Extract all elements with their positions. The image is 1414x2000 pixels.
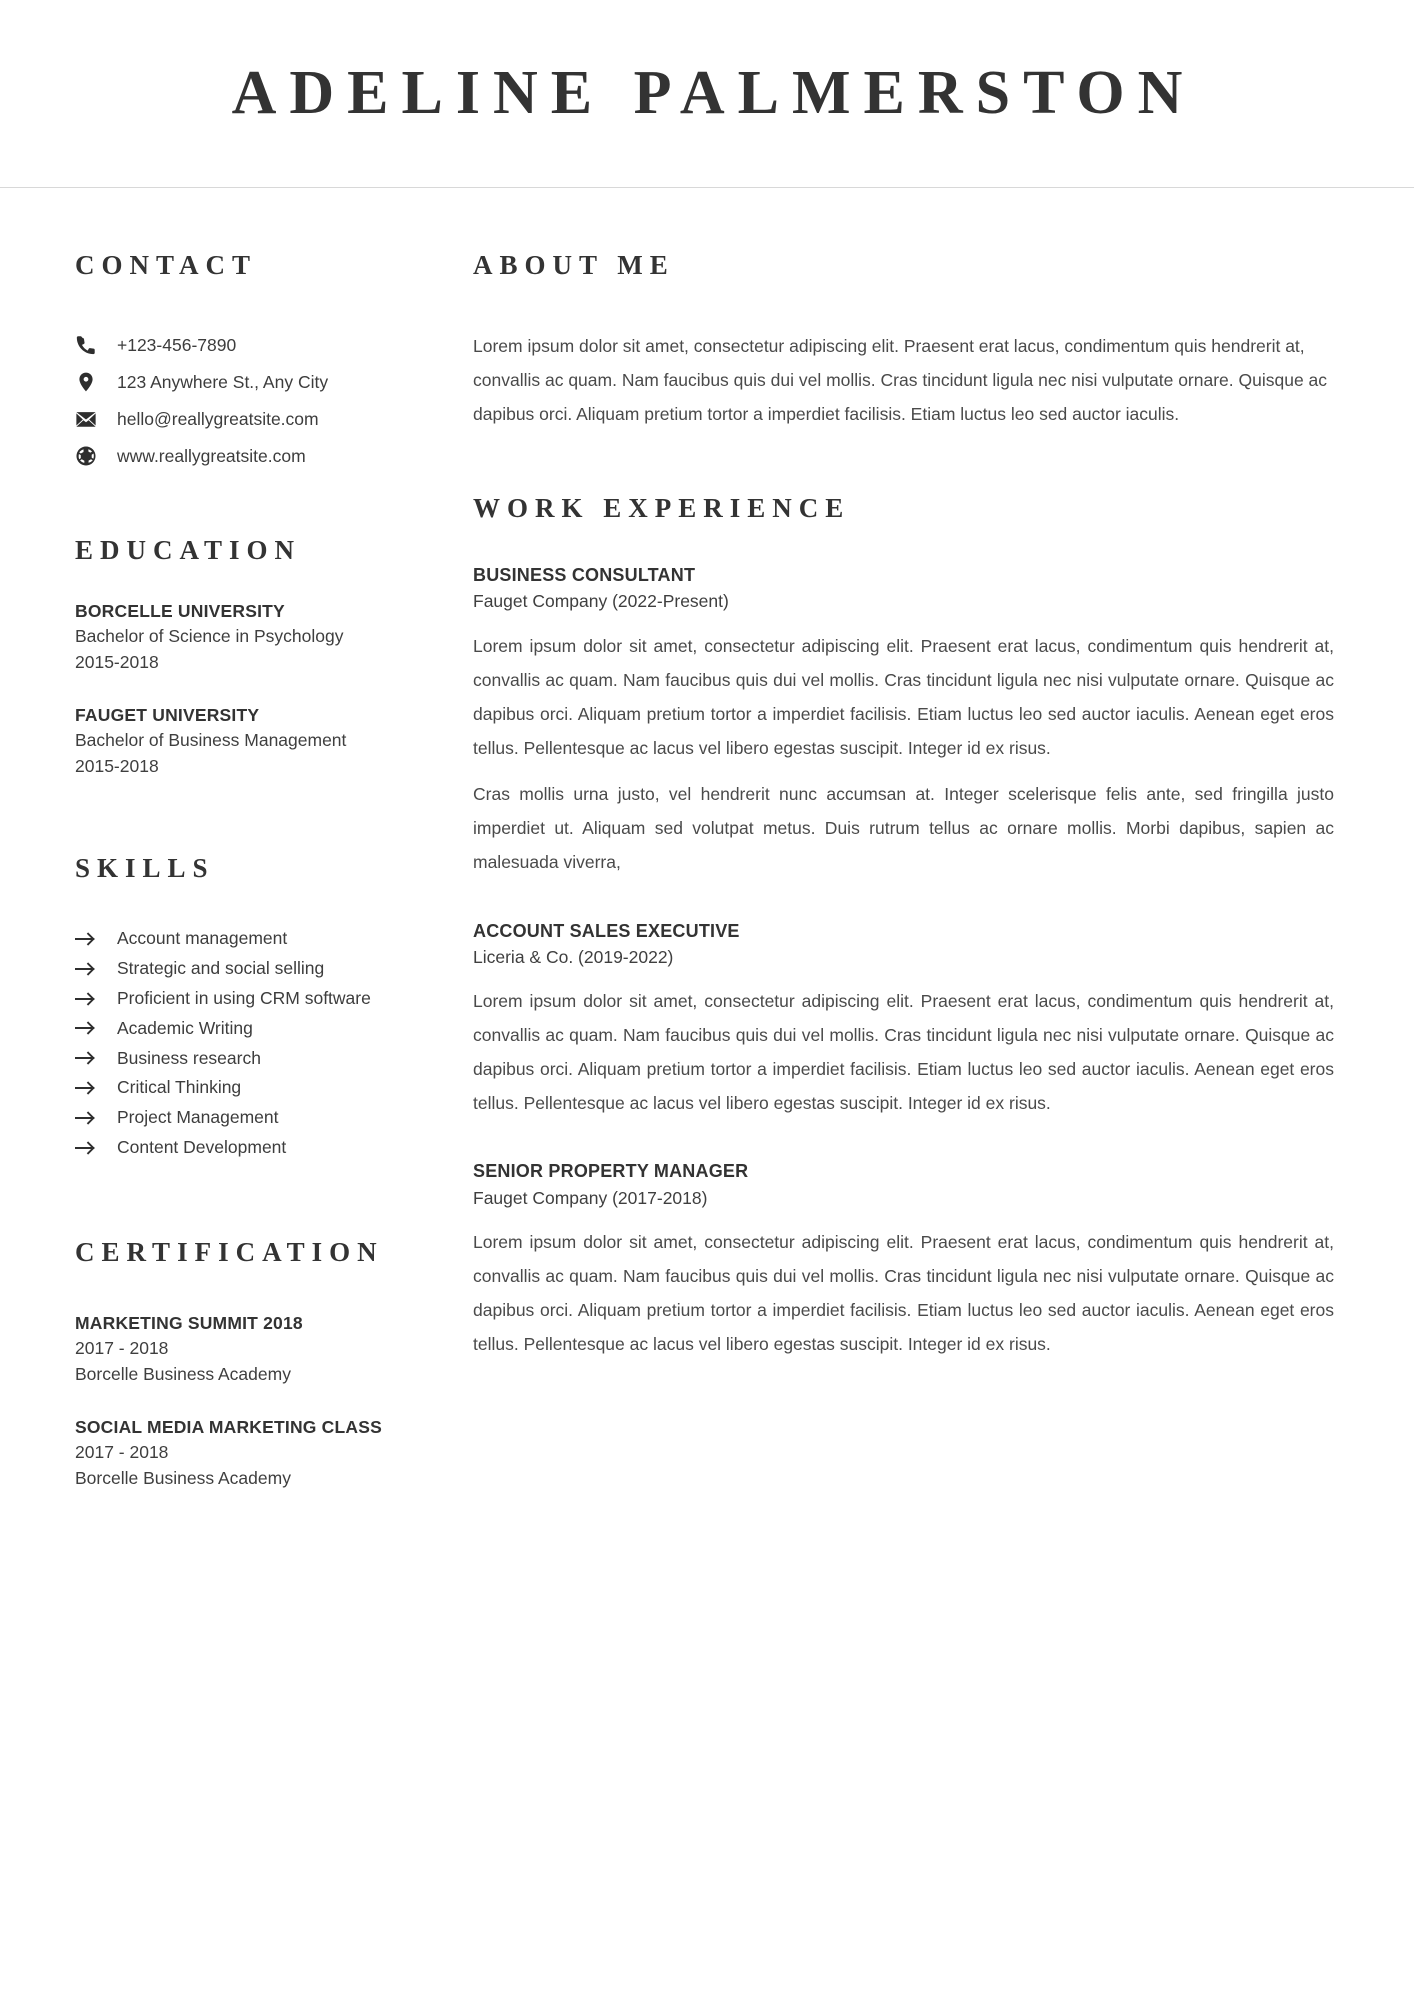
certification-years: 2017 - 2018 (75, 1441, 169, 1462)
skill-label: Account management (117, 928, 288, 949)
skill-label: Critical Thinking (117, 1077, 242, 1098)
education-degree: Bachelor of Business Management (75, 730, 347, 751)
section-about-me (473, 250, 1334, 431)
work-experience-entry (473, 918, 1334, 1121)
certification-institution: Borcelle Business Academy (75, 1467, 291, 1488)
envelope-icon (75, 408, 109, 430)
job-description: Lorem ipsum dolor sit amet, consectetur adipiscing elit. Praesent erat lacus, condimentum quis hendrerit at, convallis ac quam. Nam faucibus quis dui vel mollis. Cras tincidunt ligula nec nisi vulputate ornare. Quisque ac dapibus orci. Aliquam pretium tortor a imperdiet facilisis. Etiam luctus leo sed auctor iaculis. Aenean eget eros tellus. Pellentesque ac lacus vel libero egestas suscipit. Integer id ex risus. (473, 635, 1334, 759)
arrow-right-icon (75, 932, 109, 946)
arrow-right-icon (75, 1141, 109, 1155)
certification-years: 2017 - 2018 (75, 1337, 169, 1358)
skill-label: Content Development (117, 1137, 287, 1158)
section-heading-skills: SKILLS (75, 853, 215, 884)
section-skills (75, 853, 390, 1161)
list-item (75, 1075, 390, 1100)
section-heading-about-me: ABOUT ME (473, 250, 675, 280)
contact-list (75, 334, 390, 467)
education-entry (75, 702, 390, 780)
education-school: BORCELLE UNIVERSITY (75, 601, 285, 621)
globe-icon (75, 445, 109, 467)
arrow-right-icon (75, 1081, 109, 1095)
arrow-right-icon (75, 1021, 109, 1035)
job-company: Fauget Company (2022-Present) (473, 591, 729, 612)
job-company: Fauget Company (2017-2018) (473, 1187, 708, 1208)
certification-name: SOCIAL MEDIA MARKETING CLASS (75, 1416, 382, 1437)
education-degree: Bachelor of Science in Psychology (75, 626, 344, 647)
education-school: FAUGET UNIVERSITY (75, 705, 260, 726)
list-item (75, 1105, 390, 1130)
page-title: ADELINE PALMERSTON (231, 59, 1196, 127)
arrow-right-icon (75, 1111, 109, 1125)
certification-list (75, 1310, 390, 1492)
section-heading-work-experience: WORK EXPERIENCE (473, 493, 851, 524)
list-item (75, 926, 390, 951)
resume-columns (0, 188, 1414, 1492)
job-title: BUSINESS CONSULTANT (473, 565, 696, 586)
contact-value-address: 123 Anywhere St., Any City (117, 371, 329, 392)
skill-label: Business research (117, 1047, 261, 1068)
main-content (400, 188, 1414, 1492)
contact-item-website[interactable] (75, 445, 390, 467)
skill-label: Strategic and social selling (117, 957, 325, 978)
contact-item-address[interactable] (75, 371, 390, 393)
section-work-experience (473, 493, 1334, 1361)
arrow-right-icon (75, 992, 109, 1006)
contact-value-website: www.reallygreatsite.com (117, 445, 306, 466)
section-heading-certification: CERTIFICATION (75, 1236, 384, 1267)
phone-icon (75, 334, 109, 356)
education-years: 2015-2018 (75, 652, 159, 673)
job-description: Lorem ipsum dolor sit amet, consectetur adipiscing elit. Praesent erat lacus, condimentum quis hendrerit at, convallis ac quam. Nam faucibus quis dui vel mollis. Cras tincidunt ligula nec nisi vulputate ornare. Quisque ac dapibus orci. Aliquam pretium tortor a imperdiet facilisis. Etiam luctus leo sed auctor iaculis. Aenean eget eros tellus. Pellentesque ac lacus vel libero egestas suscipit. Integer id ex risus. (473, 990, 1334, 1114)
job-description: Cras mollis urna justo, vel hendrerit nunc accumsan at. Integer scelerisque felis ante, sed fringilla justo imperdiet ut. Aliquam sed volutpat metus. Duis rutrum tellus ac ornare mollis. Morbi dapibus, sapien ac malesuada viverra, (473, 784, 1334, 873)
job-title: ACCOUNT SALES EXECUTIVE (473, 920, 740, 941)
sidebar (0, 188, 400, 1492)
work-experience-entry (473, 1158, 1334, 1361)
arrow-right-icon (75, 962, 109, 976)
education-years: 2015-2018 (75, 756, 159, 777)
contact-item-phone[interactable] (75, 334, 390, 356)
job-company: Liceria & Co. (2019-2022) (473, 946, 674, 967)
list-item (75, 956, 390, 981)
contact-value-phone: +123-456-7890 (117, 334, 237, 355)
skill-label: Proficient in using CRM software (117, 987, 371, 1008)
certification-entry (75, 1310, 390, 1388)
location-pin-icon (75, 371, 109, 393)
list-item (75, 1016, 390, 1041)
work-experience-entry (473, 562, 1334, 879)
about-me-text: Lorem ipsum dolor sit amet, consectetur adipiscing elit. Praesent erat lacus, condimentum quis hendrerit at, convallis ac quam. Nam faucibus quis dui vel mollis. Cras tincidunt ligula nec nisi vulputate ornare. Quisque ac dapibus orci. Aliquam pretium tortor a imperdiet facilisis. Etiam luctus leo sed auctor iaculis. (473, 336, 1328, 425)
resume-header (0, 0, 1414, 188)
skills-list (75, 926, 390, 1161)
section-heading-education: EDUCATION (75, 535, 302, 565)
section-education (75, 535, 390, 780)
job-title: SENIOR PROPERTY MANAGER (473, 1161, 749, 1182)
section-heading-contact: CONTACT (75, 250, 258, 280)
education-list (75, 598, 390, 780)
certification-entry (75, 1414, 390, 1492)
skill-label: Project Management (117, 1107, 279, 1128)
contact-value-email: hello@reallygreatsite.com (117, 408, 319, 429)
job-description: Lorem ipsum dolor sit amet, consectetur adipiscing elit. Praesent erat lacus, condimentum quis hendrerit at, convallis ac quam. Nam faucibus quis dui vel mollis. Cras tincidunt ligula nec nisi vulputate ornare. Quisque ac dapibus orci. Aliquam pretium tortor a imperdiet facilisis. Etiam luctus leo sed auctor iaculis. Aenean eget eros tellus. Pellentesque ac lacus vel libero egestas suscipit. Integer id ex risus. (473, 1231, 1334, 1355)
skill-label: Academic Writing (117, 1017, 253, 1038)
list-item (75, 986, 390, 1011)
list-item (75, 1135, 390, 1160)
list-item (75, 1046, 390, 1071)
certification-institution: Borcelle Business Academy (75, 1363, 291, 1384)
contact-item-email[interactable] (75, 408, 390, 430)
certification-name: MARKETING SUMMIT 2018 (75, 1312, 303, 1333)
arrow-right-icon (75, 1051, 109, 1065)
section-certification (75, 1237, 390, 1492)
education-entry (75, 598, 390, 676)
